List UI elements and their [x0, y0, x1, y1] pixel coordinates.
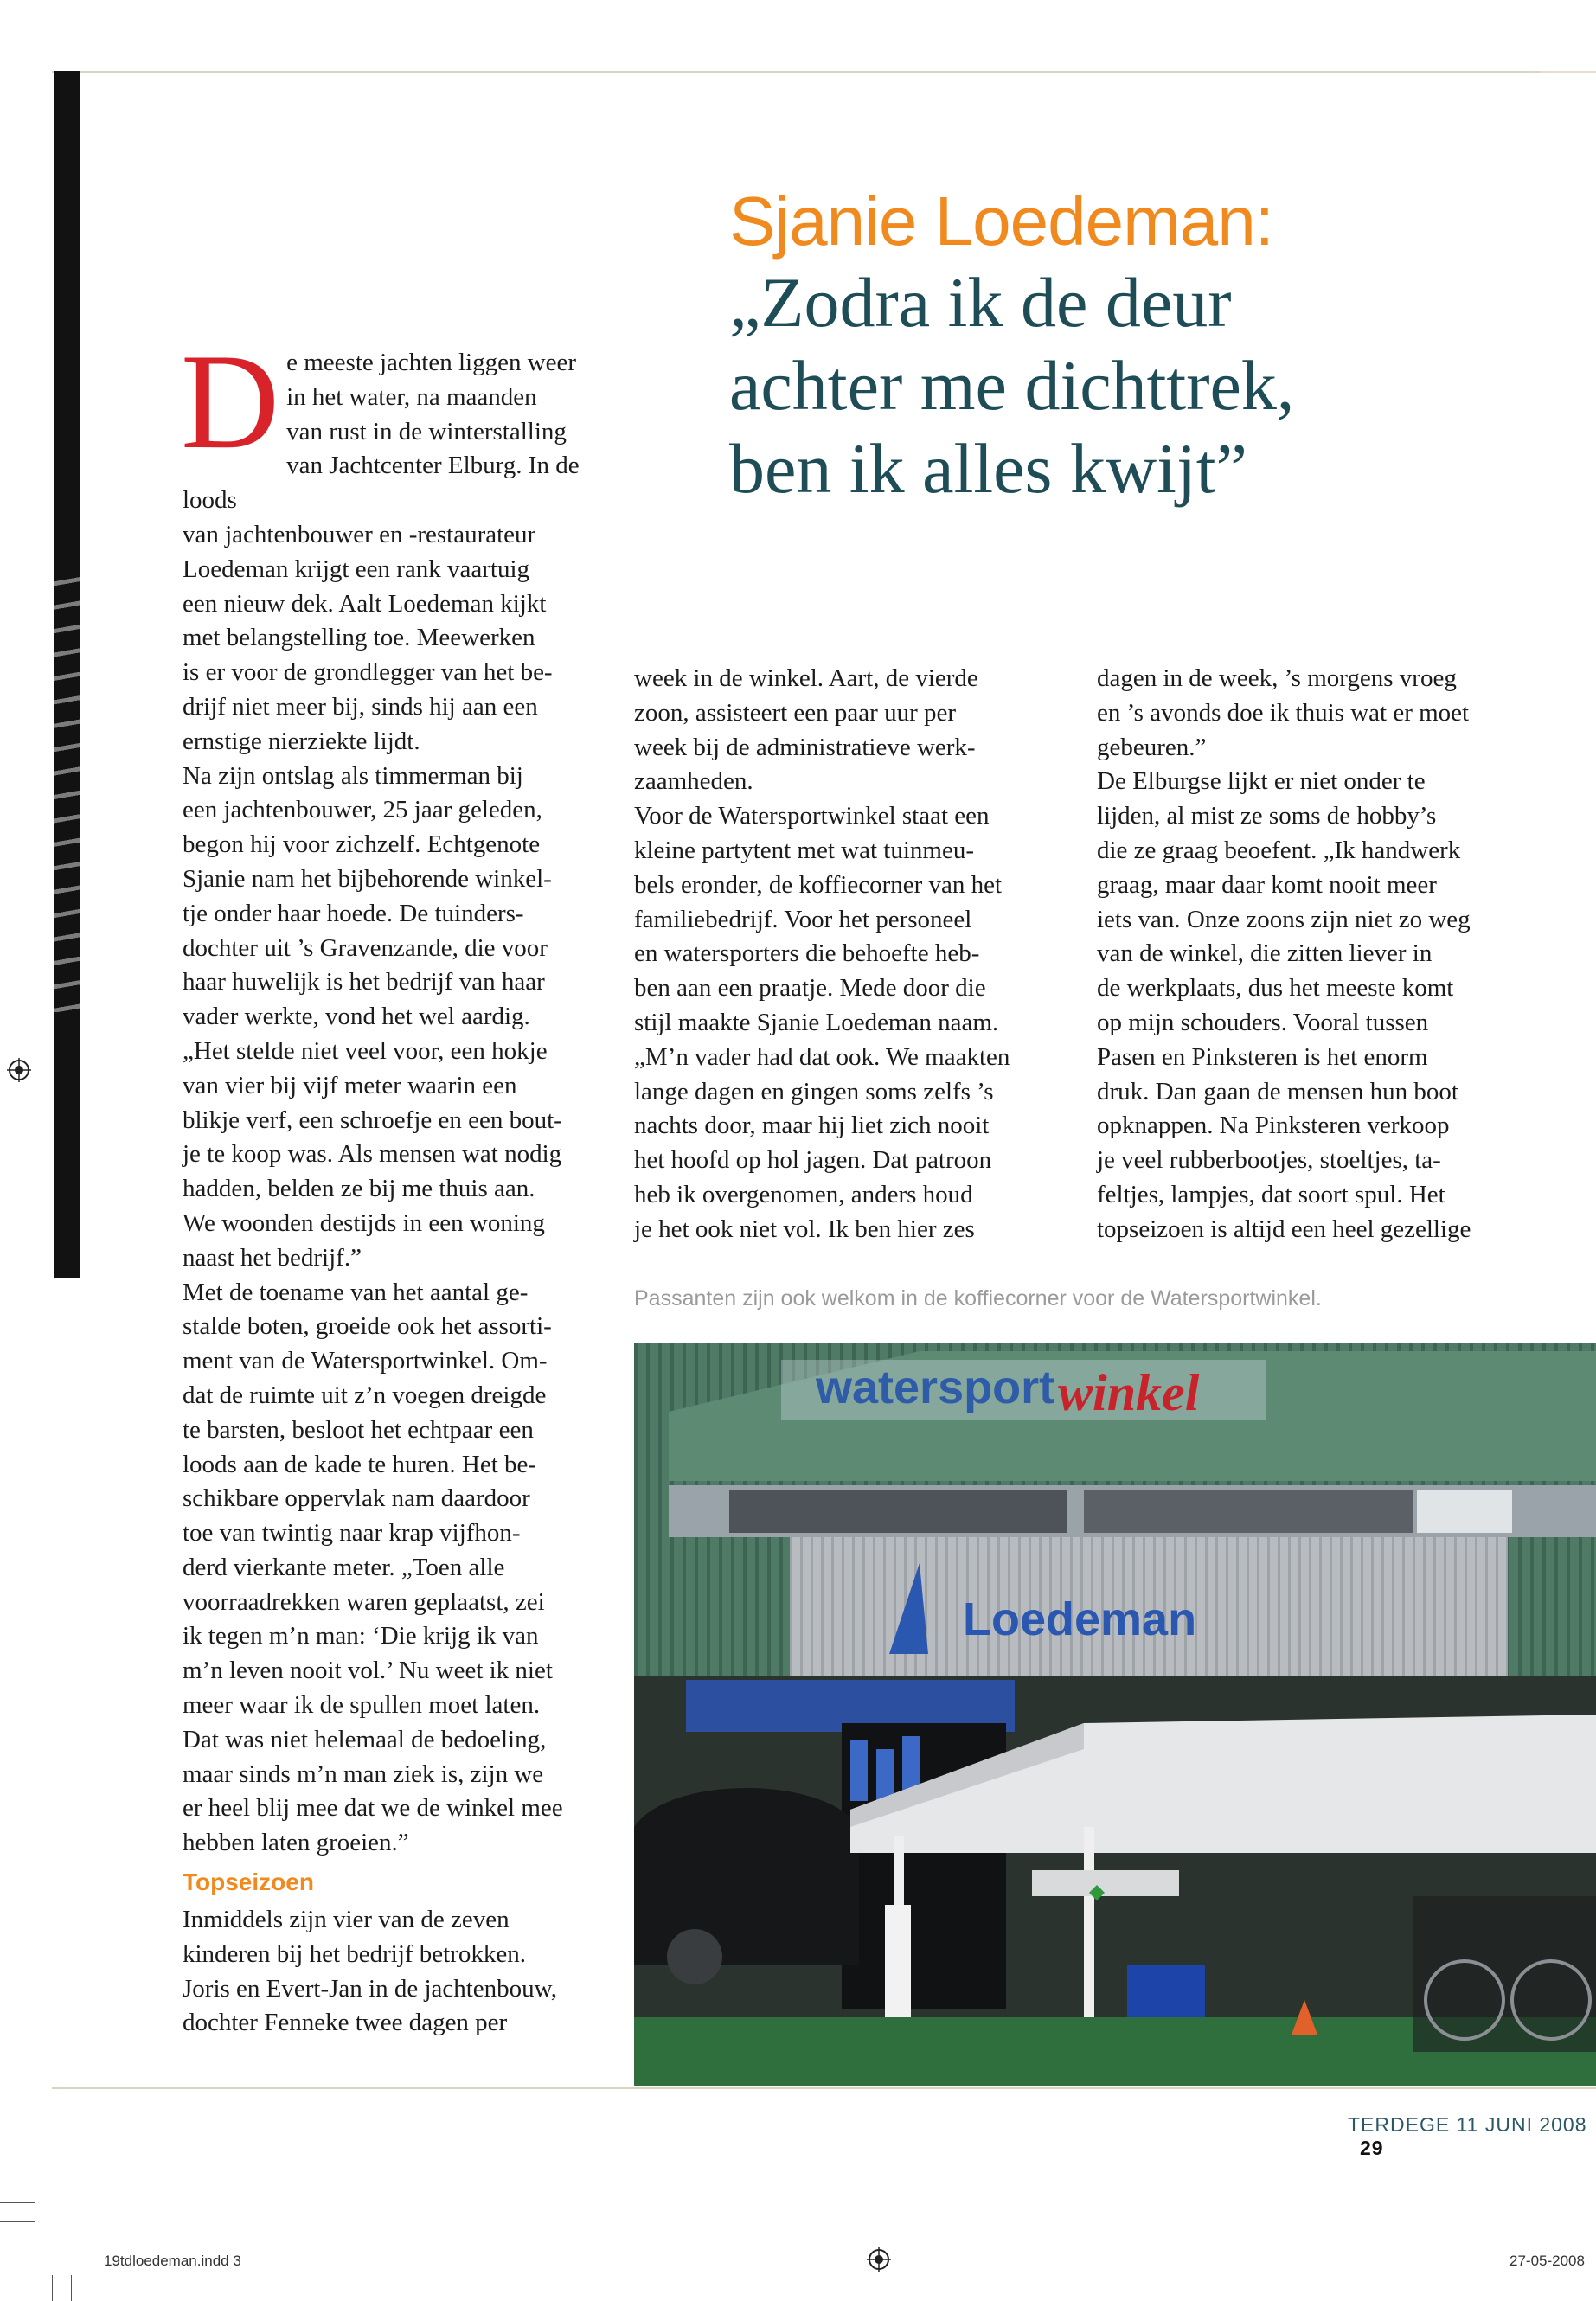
green-diamond-mark-icon	[1088, 1884, 1106, 1901]
text-line: iets van. Onze zoons zijn niet zo weg	[1097, 905, 1471, 933]
text-line: lijden, al mist ze soms de hobby’s	[1097, 802, 1437, 830]
text-line: begon hij voor zichzelf. Echtgenote	[183, 830, 541, 859]
window	[1417, 1490, 1512, 1533]
text-line: van vier bij vijf meter waarin een	[183, 1071, 517, 1099]
text-line: in het water, na maanden	[286, 382, 537, 411]
text-line: week in de winkel. Aart, de vierde	[634, 664, 978, 692]
headline-quote-line: achter me dichttrek,	[729, 346, 1295, 425]
crop-mark	[0, 2202, 35, 2203]
text-line: dochter Fenneke twee dagen per	[183, 2009, 508, 2037]
text-line: is er voor de grondlegger van het be-	[183, 658, 553, 687]
slug-date: 27-05-2008	[1509, 2253, 1585, 2269]
page-footer	[1348, 2113, 1596, 2160]
text-line: ment van de Watersportwinkel. Om-	[183, 1347, 548, 1375]
text-line: op mijn schouders. Vooral tussen	[1097, 1008, 1429, 1036]
text-line: nachts door, maar hij liet zich nooit	[634, 1112, 990, 1140]
article-column-1	[181, 326, 606, 1861]
text-line: hadden, belden ze bij me thuis aan.	[183, 1175, 535, 1203]
text-line: Loedeman krijgt een rank vaartuig	[183, 554, 530, 583]
text-line: Voor de Watersportwinkel staat een	[634, 802, 990, 830]
text-line: De Elburgse lijkt er niet onder te	[1097, 767, 1426, 796]
car-wheel	[667, 1929, 722, 1984]
text-line: een jachtenbouwer, 25 jaar geleden,	[183, 796, 542, 824]
text-line: hebben laten groeien.”	[183, 1829, 409, 1857]
text-line: opknappen. Na Pinksteren verkoop	[1097, 1112, 1450, 1140]
registration-mark-icon	[867, 2247, 891, 2272]
text-line: „M’n vader had dat ook. We maakten	[634, 1042, 1010, 1071]
text-line: feltjes, lampjes, dat soort spul. Het	[1097, 1180, 1445, 1208]
text-line: schikbare oppervlak nam daardoor	[183, 1484, 530, 1513]
text-line: meer waar ik de spullen moet laten.	[183, 1691, 541, 1720]
text-line: drijf niet meer bij, sinds hij aan een	[183, 692, 538, 721]
sign-word-winkel: winkel	[1058, 1364, 1200, 1421]
text-line: het hoofd op hol jagen. Dat patroon	[634, 1146, 992, 1175]
subhead-topseizoen: Topseizoen	[183, 1868, 314, 1895]
text-line: heb ik overgenomen, anders houd	[634, 1180, 973, 1208]
text-line: vader werkte, vond het wel aardig.	[183, 1003, 530, 1031]
text-line: Dat was niet helemaal de bedoeling,	[183, 1725, 547, 1753]
bottom-rule	[52, 2087, 1596, 2089]
text-line: naast het bedrijf.”	[183, 1243, 362, 1272]
text-line: We woonden destijds in een woning	[183, 1208, 545, 1237]
text-line: zoon, assisteert een paar uur per	[634, 698, 957, 727]
text-line: bels eronder, de koffiecorner van het	[634, 870, 1003, 899]
cafe-table	[1032, 1870, 1179, 1896]
brand-logo-text: Loedeman	[963, 1593, 1197, 1645]
text-line: „Het stelde niet veel voor, een hokje	[183, 1036, 548, 1065]
text-line: te barsten, besloot het echtpaar een	[183, 1415, 534, 1444]
text-line: met belangstelling toe. Meewerken	[183, 624, 535, 652]
text-line: je te koop was. Als mensen wat nodig	[183, 1140, 562, 1169]
text-line: loods aan de kade te huren. Het be-	[183, 1450, 537, 1478]
text-line: druk. Dan gaan de mensen hun boot	[1097, 1077, 1458, 1106]
article-column-3	[1097, 662, 1547, 1247]
text-line: er heel blij mee dat we de winkel mee	[183, 1794, 563, 1823]
text-line: ben aan een praatje. Mede door die	[634, 974, 986, 1003]
text-line: maar sinds m’n man ziek is, zijn we	[183, 1759, 544, 1788]
text-line: je veel rubberbootjes, stoeltjes, ta-	[1097, 1146, 1441, 1175]
text-line: gebeuren.”	[1097, 733, 1207, 761]
footer-date: 11 JUNI 2008	[1456, 2113, 1587, 2136]
text-line: zaamheden.	[634, 767, 753, 796]
text-line: van rust in de winterstalling	[286, 417, 567, 445]
page-number: 29	[1360, 2137, 1384, 2159]
text-line: graag, maar daar komt nooit meer	[1097, 870, 1437, 899]
text-line: dat de ruimte uit z’n voegen dreigde	[183, 1381, 547, 1409]
text-line: e meeste jachten liggen weer	[286, 349, 577, 376]
text-line: lange dagen en gingen soms zelfs ’s	[634, 1077, 994, 1106]
crop-mark	[71, 2275, 72, 2301]
headline	[729, 182, 1560, 510]
text-line: je het ook niet vol. Ik ben hier zes	[634, 1215, 975, 1243]
merchandise	[850, 1740, 868, 1801]
column-1-text	[181, 326, 606, 1861]
crop-mark	[52, 2275, 53, 2301]
article-column-2	[634, 662, 1067, 1247]
text-line: Sjanie nam het bijbehorende winkel-	[183, 864, 552, 893]
headline-quote	[729, 261, 1560, 510]
photo-caption: Passanten zijn ook welkom in de koffiecorner voor de Watersportwinkel.	[634, 1286, 1322, 1311]
footer-magazine: TERDEGE	[1348, 2113, 1451, 2136]
crop-mark	[0, 2221, 35, 2222]
text-line: week bij de administratieve werk-	[634, 733, 976, 761]
shop-photo	[634, 1343, 1596, 2086]
text-line: m’n leven nooit vol.’ Nu weet ik niet	[183, 1657, 553, 1685]
text-line: Inmiddels zijn vier van de zeven	[183, 1906, 510, 1933]
text-line: tje onder haar hoede. De tuinders-	[183, 899, 524, 927]
text-line: topseizoen is altijd een heel gezellige	[1097, 1215, 1471, 1243]
text-line: en ’s avonds doe ik thuis wat er moet	[1097, 698, 1470, 727]
text-line: stalde boten, groeide ook het assorti-	[183, 1312, 552, 1341]
text-line: derd vierkante meter. „Toen alle	[183, 1553, 505, 1581]
headline-quote-line: „Zodra ik de deur	[729, 263, 1232, 342]
text-line: toe van twintig naar krap vijfhon-	[183, 1519, 521, 1548]
left-photo-stripes	[54, 562, 80, 1012]
window	[1084, 1490, 1413, 1533]
text-line: een nieuw dek. Aalt Loedeman kijkt	[183, 589, 547, 618]
text-line: voorraadrekken waren geplaatst, zei	[183, 1587, 545, 1616]
text-line: Joris en Evert-Jan in de jachtenbouw,	[183, 1974, 557, 2003]
text-line: kinderen bij het bedrijf betrokken.	[183, 1939, 527, 1968]
top-rule	[52, 71, 1540, 73]
text-line: en watersporters die behoefte heb-	[634, 939, 980, 968]
text-line: familiebedrijf. Voor het personeel	[634, 905, 972, 933]
text-line: de werkplaats, dus het meeste komt	[1097, 974, 1454, 1003]
slug-filename: 19tdloedeman.indd 3	[104, 2253, 241, 2269]
text-line: van jachtenbouwer en -restaurateur	[183, 520, 536, 548]
article-column-1-continued	[183, 1903, 606, 2041]
window	[729, 1490, 1067, 1533]
headline-name: Sjanie Loedeman:	[729, 183, 1273, 260]
text-line: van de winkel, die zitten liever in	[1097, 939, 1433, 968]
top-rule-extension	[1540, 71, 1596, 73]
text-line: stijl maakte Sjanie Loedeman naam.	[634, 1008, 999, 1036]
text-line: blikje verf, een schroefje en een bout-	[183, 1106, 562, 1134]
text-line: van Jachtcenter Elburg. In de loods	[183, 452, 580, 515]
text-line: Met de toename van het aantal ge-	[183, 1278, 529, 1306]
text-line: Na zijn ontslag als timmerman bij	[183, 761, 523, 790]
sign-word-watersport: watersport	[816, 1362, 1055, 1413]
merchandise	[876, 1749, 894, 1801]
drop-cap: D	[181, 326, 280, 478]
headline-quote-line: ben ik alles kwijt”	[729, 429, 1247, 508]
text-line: ernstige nierziekte lijdt.	[183, 727, 420, 755]
text-line: ik tegen m’n man: ‘Die krijg ik van	[183, 1622, 539, 1650]
text-line: kleine partytent met wat tuinmeu-	[634, 836, 974, 864]
text-line: die ze graag beoefent. „Ik handwerk	[1097, 836, 1461, 864]
registration-mark-icon	[7, 1058, 31, 1082]
car	[634, 1788, 859, 1965]
text-line: dagen in de week, ’s morgens vroeg	[1097, 664, 1457, 692]
text-line: dochter uit ’s Gravenzande, die voor	[183, 933, 548, 962]
text-line: Pasen en Pinksteren is het enorm	[1097, 1042, 1428, 1071]
text-line: haar huwelijk is het bedrijf van haar	[183, 968, 545, 997]
shop-photo-illustration	[634, 1343, 1596, 2086]
